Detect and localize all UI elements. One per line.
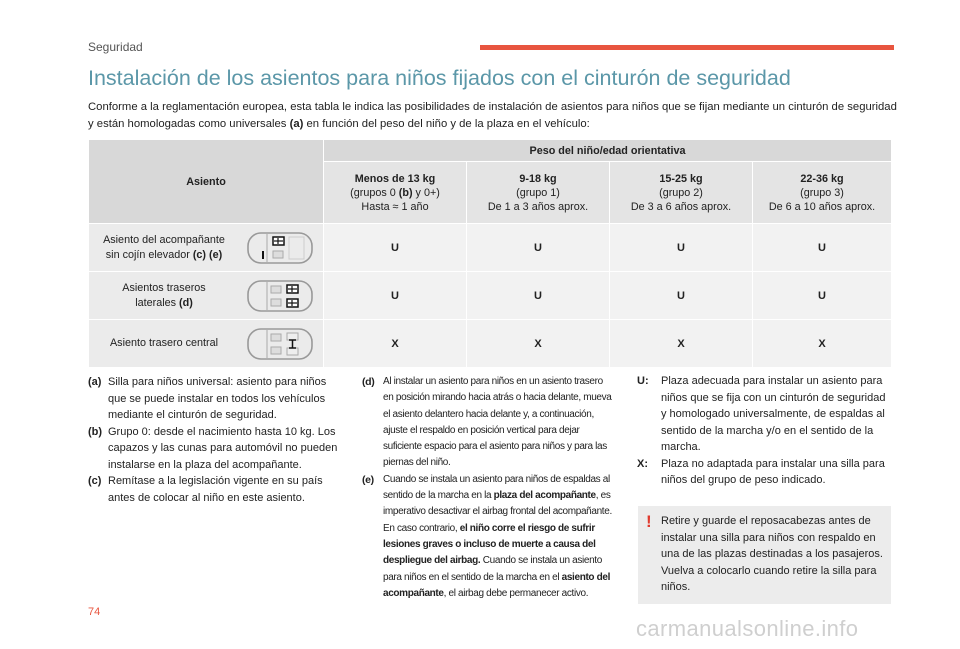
weight-age-header: Peso del niño/edad orientativa: [324, 140, 892, 162]
cell-front-group-0: U: [324, 224, 467, 272]
section-label: Seguridad: [88, 40, 143, 54]
legend: [637, 373, 893, 489]
column-header-group-1: 9-18 kg (grupo 1) De 1 a 3 años aprox.: [467, 162, 610, 224]
warning-box: [638, 506, 891, 604]
page-number: 74: [88, 606, 101, 618]
cell-front-group-1: U: [467, 224, 610, 272]
cell-rear-side-group-0: U: [324, 272, 467, 320]
cell-front-group-3: U: [753, 224, 892, 272]
warning-text: Retire y guarde el reposacabezas antes de instalar una silla para niños con respaldo en una de las plazas destinadas a los pasajeros. Vuelva a colocarlo cuando retire la silla para niños.: [661, 515, 883, 593]
cell-rear-side-group-3: U: [753, 272, 892, 320]
row-label-rear-side: Asientos traseros laterales (d): [89, 272, 324, 320]
car-front-passenger-seat-icon: [245, 229, 315, 267]
note-b: (b) Grupo 0: desde el nacimiento hasta 10 kg. Los capazos y las cunas para automóvil no pueden instalarse en la plaza del acompañante.: [88, 425, 338, 471]
seat-column-header: Asiento: [89, 140, 324, 224]
row-label-rear-center: Asiento trasero central: [89, 320, 324, 368]
column-header-group-3: 22-36 kg (grupo 3) De 6 a 10 años aprox.: [753, 162, 892, 224]
warning-exclamation-icon: !: [646, 512, 652, 531]
watermark: carmanualsonline.info: [636, 616, 859, 641]
intro-paragraph: Conforme a la reglamentación europea, esta tabla le indica las posibilidades de instalación de asientos para niños que se fijan mediante un cinturón de seguridad y están homologadas como universales (a) en función del peso del niño y de la plaza en el vehículo:: [88, 101, 897, 130]
cell-rear-center-group-1: X: [467, 320, 610, 368]
cell-rear-center-group-3: X: [753, 320, 892, 368]
legend-u: U: Plaza adecuada para instalar un asiento para niños que se fija con un cinturón de seguridad y homologado universalmente, de espaldas al sentido de la marcha y/o en el sentido de la marcha.: [637, 375, 886, 453]
note-a: (a) Silla para niños universal: asiento para niños que se puede instalar en todos los vehículos mediante el cinturón de seguridad.: [88, 376, 327, 421]
row-label-front-passenger: Asiento del acompañante sin cojín elevador (c) (e): [89, 224, 324, 272]
cell-rear-side-group-2: U: [610, 272, 753, 320]
section-accent-bar: [480, 45, 894, 50]
table-row: [89, 320, 892, 368]
page-title: Instalación de los asientos para niños fijados con el cinturón de seguridad: [88, 66, 791, 90]
cell-rear-center-group-2: X: [610, 320, 753, 368]
table-row: [89, 272, 892, 320]
cell-front-group-2: U: [610, 224, 753, 272]
cell-rear-side-group-1: U: [467, 272, 610, 320]
legend-x: X: Plaza no adaptada para instalar una silla para niños del grupo de peso indicado.: [637, 457, 885, 486]
column-header-group-2: 15-25 kg (grupo 2) De 3 a 6 años aprox.: [610, 162, 753, 224]
note-c: (c) Remítase a la legislación vigente en su país antes de colocar al niño en este asiento.: [88, 475, 323, 504]
table-row: [89, 224, 892, 272]
car-rear-side-seats-icon: [245, 277, 315, 315]
car-rear-center-seat-icon: [245, 325, 315, 363]
seat-compatibility-table: [88, 139, 892, 368]
column-header-group-0: Menos de 13 kg (grupos 0 (b) y 0+) Hasta ≈ 1 año: [324, 162, 467, 224]
notes-middle: [362, 374, 614, 602]
note-d: (d) Al instalar un asiento para niños en un asiento trasero en posición mirando hacia atrás o hacia delante, mueva el asiento delantero hacia delante y, a continuación, ajuste el respaldo en posición vertical para dejar suficiente espacio para el asiento para niños y para las piernas del niño.: [362, 376, 612, 469]
note-e: (e) Cuando se instala un asiento para niños de espaldas al sentido de la marcha en la plaza del acompañante, es imperativo desactivar el airbag frontal del acompañante. En caso contrario, el niño corre el riesgo de sufrir lesiones graves o incluso de muerte a causa del despliegue del airbag. Cuando se instala un asiento para niños en el sentido de la marcha en el asiento del acompañante, el airbag debe permanecer activo.: [362, 473, 612, 599]
cell-rear-center-group-0: X: [324, 320, 467, 368]
notes-left: [88, 374, 343, 506]
